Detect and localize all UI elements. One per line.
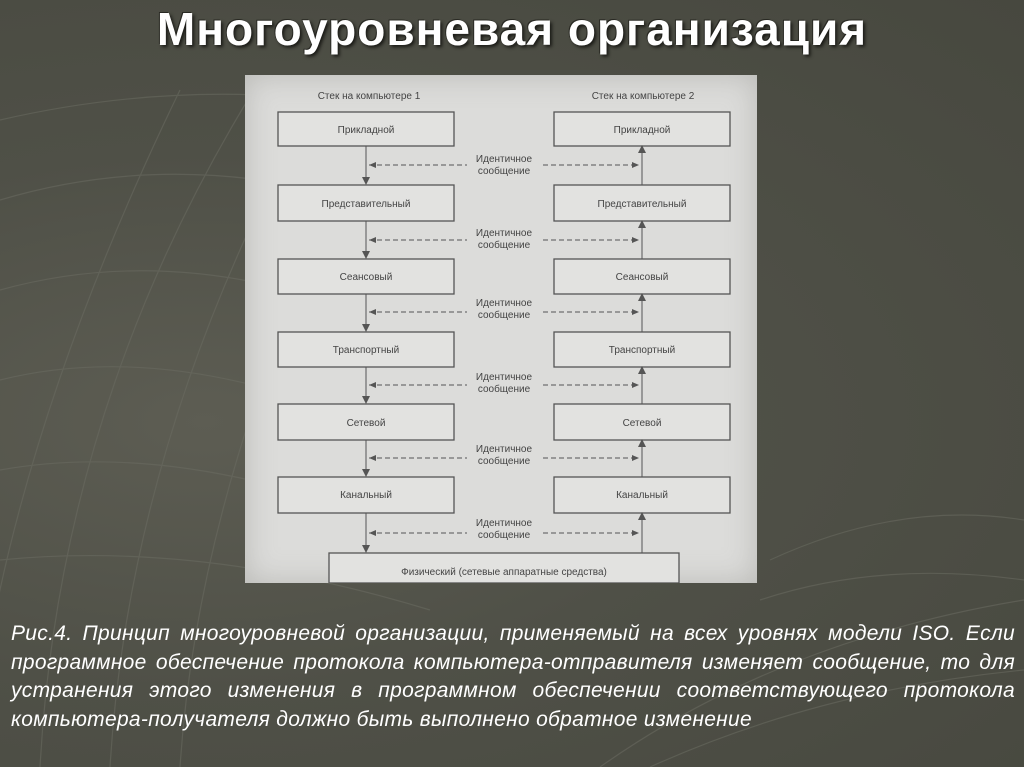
identical-message-label: Идентичное bbox=[475, 372, 533, 383]
identical-message-label: сообщение bbox=[477, 166, 531, 177]
layer-row-application bbox=[278, 112, 730, 146]
connector-5 bbox=[362, 512, 646, 553]
connector-0 bbox=[362, 145, 646, 185]
connector-1 bbox=[362, 220, 646, 259]
connector-3 bbox=[362, 366, 646, 404]
osi-stack-diagram bbox=[245, 75, 757, 583]
physical-layer-label: Физический (сетевые аппаратные средства) bbox=[401, 567, 607, 578]
stack2-layer-label: Представительный bbox=[597, 199, 687, 210]
identical-message-label: Идентичное bbox=[475, 154, 533, 165]
identical-message-label: Идентичное bbox=[475, 444, 533, 455]
layer-row-session bbox=[278, 259, 730, 294]
layer-row-network bbox=[278, 404, 730, 440]
stack1-layer-label: Сеансовый bbox=[339, 272, 393, 283]
stack1-layer-label: Транспортный bbox=[332, 345, 400, 356]
identical-message-label: сообщение bbox=[477, 456, 531, 467]
stack1-label: Стек на компьютере 1 bbox=[317, 91, 421, 102]
stack1-layer-label: Канальный bbox=[340, 490, 392, 501]
physical-layer-box bbox=[329, 553, 679, 583]
identical-message-label: Идентичное bbox=[475, 228, 533, 239]
figure-caption: Рис.4. Принцип многоуровневой организации, применяемый на всех уровнях модели ISO. Если программное обеспечение протокола компьютера-отправителя изменяет сообщение, то для устранения этого изменения в программном обеспечении соответствующего протокола компьютера-получателя должно быть выполнено обратное изменение bbox=[11, 622, 1015, 731]
identical-message-label: сообщение bbox=[477, 530, 531, 541]
layer-row-presentation bbox=[278, 185, 730, 221]
identical-message-label: Идентичное bbox=[475, 298, 533, 309]
stack2-layer-label: Транспортный bbox=[608, 345, 676, 356]
identical-message-label: сообщение bbox=[477, 240, 531, 251]
identical-message-label: сообщение bbox=[477, 310, 531, 321]
stack1-layer-label: Представительный bbox=[321, 199, 411, 210]
stack2-label: Стек на компьютере 2 bbox=[591, 91, 695, 102]
connector-2 bbox=[362, 293, 646, 332]
layer-row-datalink bbox=[278, 477, 730, 513]
stack2-layer-label: Сеансовый bbox=[615, 272, 669, 283]
connector-4 bbox=[362, 439, 646, 477]
stack2-layer-label: Сетевой bbox=[622, 418, 662, 429]
slide-title: Многоуровневая организация bbox=[156, 3, 868, 55]
layer-row-transport bbox=[278, 332, 730, 367]
stack2-layer-label: Канальный bbox=[616, 490, 668, 501]
identical-message-label: Идентичное bbox=[475, 518, 533, 529]
stack1-layer-label: Сетевой bbox=[346, 418, 386, 429]
identical-message-label: сообщение bbox=[477, 384, 531, 395]
stack2-layer-label: Прикладной bbox=[613, 125, 671, 136]
stack1-layer-label: Прикладной bbox=[337, 125, 395, 136]
